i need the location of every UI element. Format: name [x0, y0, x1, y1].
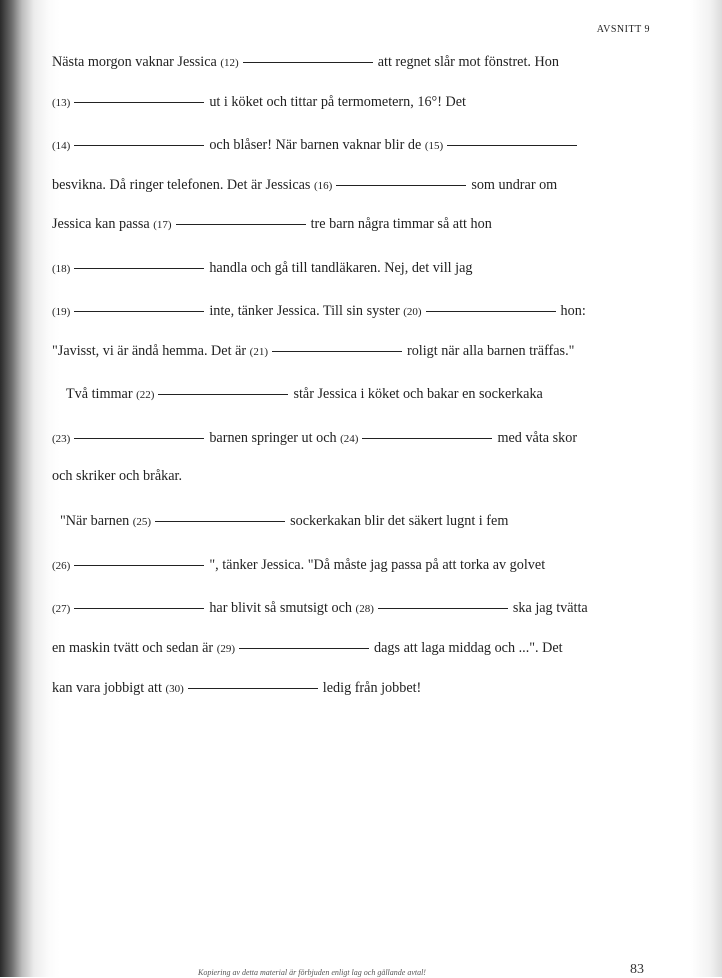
line-text: handla och gå till tandläkaren. Nej, det vill jag: [209, 260, 473, 276]
line-text: och blåser! När barnen vaknar blir de: [209, 137, 422, 153]
gap-number: (13): [52, 97, 71, 109]
line-text: och skriker och bråkar.: [52, 468, 183, 484]
gap-number: (28): [355, 603, 374, 615]
page-number: 83: [630, 962, 644, 977]
copyright-notice: Kopiering av detta material är förbjuden enligt lag och gällande avtal!: [198, 968, 426, 977]
line-text: sockerkakan blir det säkert lugnt i fem: [290, 513, 509, 529]
line-text: besvikna. Då ringer telefonen. Det är Jessicas: [52, 177, 311, 193]
line-text: har blivit så smutsigt och: [209, 600, 352, 616]
gap-number: (12): [220, 57, 239, 69]
answer-blank[interactable]: [158, 393, 288, 395]
answer-blank[interactable]: [447, 144, 577, 146]
section-header: AVSNITT 9: [596, 24, 650, 35]
text-line: [52, 430, 577, 447]
gap-number: (21): [249, 346, 268, 358]
line-text: står Jessica i köket och bakar en sockerkaka: [293, 386, 543, 402]
gap-number: (17): [153, 219, 172, 231]
answer-blank[interactable]: [74, 607, 204, 609]
line-text: ", tänker Jessica. "Då måste jag passa på att torka av golvet: [209, 557, 546, 573]
line-text: med våta skor: [497, 430, 578, 446]
gap-number: (23): [52, 433, 71, 445]
answer-blank[interactable]: [74, 144, 204, 146]
line-text: tre barn några timmar så att hon: [310, 216, 492, 232]
text-line: [52, 303, 586, 320]
text-line: [52, 468, 182, 485]
answer-blank[interactable]: [362, 437, 492, 439]
answer-blank[interactable]: [378, 607, 508, 609]
answer-blank[interactable]: [188, 687, 318, 689]
line-text: "Javisst, vi är ändå hemma. Det är: [52, 343, 247, 359]
gap-number: (16): [313, 180, 333, 192]
line-text: att regnet slår mot fönstret. Hon: [377, 54, 559, 70]
gap-number: (30): [165, 683, 184, 695]
line-text: Två timmar: [66, 386, 133, 402]
gap-number: (29): [216, 643, 236, 655]
gap-number: (26): [52, 560, 71, 572]
answer-blank[interactable]: [74, 564, 204, 566]
gap-number: (19): [52, 306, 71, 318]
line-text: inte, tänker Jessica. Till sin syster: [209, 303, 400, 319]
text-line: [52, 600, 588, 617]
text-line: [52, 54, 559, 71]
gap-number: (24): [340, 433, 359, 445]
line-text: hon:: [560, 303, 586, 319]
answer-blank[interactable]: [74, 267, 204, 269]
line-text: en maskin tvätt och sedan är: [52, 640, 214, 656]
text-line: [52, 177, 557, 194]
answer-blank[interactable]: [239, 647, 369, 649]
answer-blank[interactable]: [176, 223, 306, 225]
text-line: [52, 94, 466, 111]
line-text: ledig från jobbet!: [322, 680, 422, 696]
gap-number: (22): [136, 389, 155, 401]
gap-number: (18): [52, 263, 71, 275]
answer-blank[interactable]: [426, 310, 556, 312]
gap-number: (27): [52, 603, 71, 615]
line-text: kan vara jobbigt att: [52, 680, 162, 696]
line-text: dags att laga middag och ...". Det: [374, 640, 563, 656]
text-line: [52, 216, 492, 233]
line-text: barnen springer ut och: [209, 430, 337, 446]
line-text: Nästa morgon vaknar Jessica: [52, 54, 217, 70]
text-line: [66, 386, 543, 403]
text-line: [52, 343, 574, 360]
text-line: [52, 680, 421, 697]
gap-number: (15): [424, 140, 444, 152]
line-text: ut i köket och tittar på termometern, 16°! Det: [209, 94, 466, 110]
text-line: [52, 260, 473, 277]
gap-number: (20): [403, 306, 422, 318]
line-text: som undrar om: [471, 177, 558, 193]
gap-number: (25): [132, 516, 152, 528]
answer-blank[interactable]: [74, 101, 204, 103]
text-line: [52, 137, 582, 154]
line-text: "När barnen: [60, 513, 130, 529]
gap-number: (14): [52, 140, 71, 152]
text-line: [60, 513, 508, 530]
line-text: roligt när alla barnen träffas.": [406, 343, 575, 359]
answer-blank[interactable]: [74, 310, 204, 312]
answer-blank[interactable]: [336, 184, 466, 186]
answer-blank[interactable]: [155, 520, 285, 522]
line-text: Jessica kan passa: [52, 216, 150, 232]
text-line: [52, 557, 545, 574]
answer-blank[interactable]: [272, 350, 402, 352]
text-line: [52, 640, 563, 657]
answer-blank[interactable]: [74, 437, 204, 439]
answer-blank[interactable]: [243, 61, 373, 63]
line-text: ska jag tvätta: [512, 600, 588, 616]
